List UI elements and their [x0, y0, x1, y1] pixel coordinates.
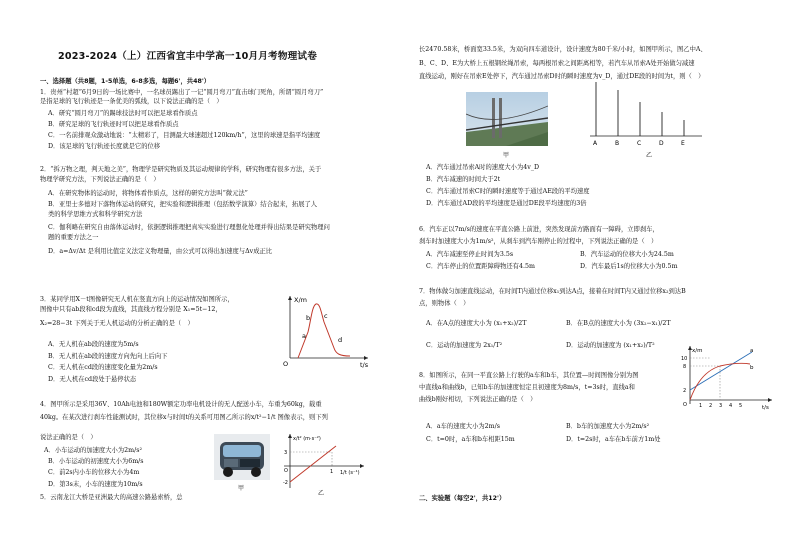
section-experiment-header: 二、实验题（每空2'，共12'） — [419, 495, 506, 502]
q4-line — [290, 446, 336, 482]
q8-option-b: B．b车的加速度大小为2m/s² — [566, 423, 650, 430]
q5-label-e: E — [681, 140, 685, 147]
q6-option-c: C．汽车停止的位置距障碍物还有4.5m — [426, 263, 535, 270]
q4-xtick: 1 — [330, 469, 334, 475]
q4-vehicle-photo — [214, 434, 270, 480]
q6-line-1: 6．汽车正以7m/s的速度在平直公路上前进，突然发现前方路面有一障碍，立即刹车， — [419, 226, 659, 233]
q7-line-1: 7．物体做匀加速直线运动，在时间T内通过位移x₁到达A点，接着在时间T内又通过位移x₂到达B — [419, 288, 686, 295]
q8-xtick-5: 5 — [739, 403, 743, 409]
q1-line-1: 1．贵州“村超”6月9日的一场比赛中，一名球员踢出了一记“圆月弯刀”直击球门死角，所谓“圆月弯刀” — [40, 89, 324, 96]
q4-xlabel: 1/t (s⁻¹) — [340, 470, 360, 476]
q8-line-2: 中直线a和曲线b，已知b车的加速度恒定且初速度为8m/s，t=3s时，直线a和 — [419, 384, 635, 391]
q4-negtick: -2 — [283, 480, 288, 486]
q4-option-d: D．第3s末，小车的速度为10m/s — [48, 481, 143, 488]
q8-option-d: D．t=2s时，a车在b车前方1m处 — [566, 436, 661, 443]
q3-point-d: d — [338, 336, 343, 344]
q6-option-a: A．汽车减速至停止时间为3.5s — [426, 251, 514, 258]
q3-option-a: A．无人机在ab段的速度为5m/s — [48, 341, 139, 348]
q8-xtick-4: 4 — [729, 403, 733, 409]
q1-option-c: C．一名前排观众激动地说：“太精彩了，目测最大球速超过120km/h”，这里的球速是指平均速度 — [48, 132, 321, 139]
q5-label-a: A — [593, 140, 598, 147]
q8-ytick-8: 8 — [683, 364, 687, 370]
q3-ylabel: X/m — [294, 296, 307, 304]
q8-ytick-2: 2 — [683, 388, 687, 394]
q8-origin: O — [683, 402, 687, 408]
q4-option-a: A．小车运动的加速度大小为2m/s² — [44, 447, 142, 454]
q2-option-c-cont: 题的重要方法之一 — [48, 234, 99, 241]
q4-option-c: C．前2s内小车的位移大小为4m — [48, 469, 140, 476]
section-choice-header: 一、选择题（共8题，1-5单选，6-8多选，每题6'，共48'） — [40, 78, 211, 85]
page-title: 2023-2024（上）江西省宜丰中学高一10月月考物理试卷 — [58, 51, 318, 62]
q8-xtick-3: 3 — [719, 403, 723, 409]
q4-line-2: 40kg。在某次进行刹车性能测试时，其位移x与时间t的关系可用图乙所示的x/t²−1/t 图像表示，则下列 — [40, 414, 328, 421]
q5-fig-label-jia: 甲 — [503, 152, 510, 159]
q3-line-1: 3．某同学用X－t图像研究无人机在竖直方向上的运动情况如图所示， — [40, 296, 234, 303]
q5-option-d: D．汽车通过AD段的平均速度是通过DE段平均速度的3倍 — [426, 200, 587, 207]
q8-line-3: 曲线b刚好相切，下列说法正确的是（ ） — [419, 396, 537, 403]
q5-label-c: C — [637, 140, 642, 147]
q3-option-d: D．无人机在cd段处于悬停状态 — [48, 376, 137, 383]
q7-option-a: A．在A点的速度大小为 (x₁+x₂)/2T — [426, 320, 527, 327]
q3-line-2: 图像中只有ab段和cd段为直线，其直线方程分别是 X₁=5t−12， — [40, 306, 222, 313]
q3-option-b: B．无人机在ab段的速度方向先向上后向下 — [48, 353, 168, 360]
q7-option-d: D．运动的加速度为 (x₁+x₂)/T² — [566, 342, 655, 349]
q1-option-a: A．研究“圆月弯刀”的踢球技法时可以把足球看作质点 — [48, 110, 198, 117]
q2-option-b-cont: 类的科学思维方式和科学研究方法 — [48, 211, 143, 218]
q8-ylabel: x/m — [692, 348, 703, 354]
q7-option-c: C．运动的加速度为 2x₁/T² — [426, 342, 503, 349]
q3-point-b: b — [306, 314, 311, 322]
q5-line-start: 5．云南龙江大桥是亚洲最大的高速公路悬索桥，总 — [40, 494, 183, 501]
q4-line-1: 4．图甲所示是采用36V、10Ah电池和180W额定功率电机设计的无人配送小车，车重为60kg，载重 — [40, 401, 322, 408]
q4-origin: O — [284, 468, 288, 474]
q8-label-a: a — [750, 348, 754, 354]
q3-point-c: c — [324, 312, 328, 320]
q1-option-d: D．该足球的飞行轨迹长度就是它的位移 — [48, 143, 161, 150]
q6-option-b: B．汽车运动的位移大小为24.5m — [580, 251, 674, 258]
q3-point-a: a — [302, 332, 306, 340]
q8-option-c: C．t=0时，a车和b车相距15m — [426, 436, 515, 443]
q1-line-2: 是指足球的飞行轨迹是一条优美的弧线，以下说法正确的是（ ） — [40, 98, 223, 105]
q3-xlabel: t/s — [360, 361, 369, 369]
q5-option-c: C．汽车通过吊索C时的瞬时速度等于通过AE段的平均速度 — [426, 188, 590, 195]
q4-graph — [278, 432, 368, 492]
q8-xtick-2: 2 — [709, 403, 713, 409]
q5-label-d: D — [659, 140, 664, 147]
q3-xt-graph — [280, 292, 372, 370]
q4-ytick: 3 — [284, 450, 288, 456]
q8-label-b: b — [750, 365, 754, 371]
q2-option-c: C．伽利略在研究自由落体运动时，依据逻辑推理把真实实验进行理想化处理并得出结果是研究物理问 — [48, 224, 330, 231]
q1-option-b: B．研究足球的飞行轨迹时可以把足球看作质点 — [48, 121, 179, 128]
q8-ytick-10: 10 — [681, 356, 688, 362]
q3-option-c: C．无人机在cd段的速度变化量为2m/s — [48, 364, 158, 371]
q6-line-2: 刹车时加速度大小为1m/s²，从刹车到汽车刚停止的过程中，下列说法正确的是（ ） — [419, 238, 658, 245]
q3-line-3: X₂=28−3t 下列关于无人机运动的分析正确的是（ ） — [40, 320, 194, 327]
q2-line-1: 2．“拆万物之理，判天地之美”，物理学是研究物质及其运动规律的学科，研究物理有很多方法，关于 — [40, 166, 322, 173]
q4-fig-label-jia: 甲 — [238, 485, 245, 492]
q5-line-1: 长2470.58米，桥面宽33.5米，为双向四车道设计，设计速度为80千米/小时，如图甲所示，图乙中A、 — [419, 46, 707, 53]
q5-line-2: B、C、D、E为大桥上五根钢丝绳吊索，每两根吊索之间距离相等，若汽车从吊索A处开始做匀减速 — [419, 60, 695, 67]
q4-ylabel: x/t² (m·s⁻²) — [293, 436, 321, 442]
q4-option-b: B．小车运动的初速度大小为6m/s — [48, 458, 144, 465]
q7-option-b: B．在B点的速度大小为 (3x₂−x₁)/2T — [566, 320, 671, 327]
q5-option-b: B．汽车减速的时间大于2t — [426, 176, 501, 183]
q2-option-b: B．亚里士多德对下落物体运动的研究，把实验和逻辑推理（包括数学演算）结合起来，拓展了人 — [48, 201, 318, 208]
q5-fig-label-yi: 乙 — [646, 152, 653, 159]
q2-option-d: D．a=Δv/Δt 是利用比值定义法定义物理量，由公式可以得出加速度与Δv成正比 — [48, 248, 273, 255]
q5-bridge-photo — [466, 92, 548, 146]
q8-line-1: 8．如图所示，在同一平直公路上行驶的a车和b车，其位置—时间图像分别为图 — [419, 372, 639, 379]
q2-line-2: 物理学研究方法，下列说法正确的是（ ） — [40, 176, 160, 183]
q7-line-2: 点，则物体（ ） — [419, 300, 470, 307]
q5-label-b: B — [615, 140, 620, 147]
q5-line-3: 直线运动，刚好在吊索E处停下，汽车通过吊索D时的瞬时速度为v_D，通过DE段的时间为t，则（ ） — [419, 73, 705, 80]
q8-xtick-1: 1 — [699, 403, 703, 409]
q4-fig-label-yi: 乙 — [318, 490, 325, 497]
q3-origin: O — [283, 360, 289, 368]
q2-option-a: A．在研究物体的运动时，将物体看作质点，这样的研究方法叫“微元法” — [48, 190, 248, 197]
q8-option-a: A．a车的速度大小为2m/s — [426, 423, 501, 430]
q6-option-d: D．汽车最后1s的位移大小为0.5m — [580, 263, 678, 270]
q4-line-3: 说法正确的是（ ） — [40, 434, 97, 441]
q8-xt-graph — [680, 342, 776, 412]
q5-option-a: A．汽车通过吊索A时的速度大小为4v_D — [426, 164, 540, 171]
q5-cables-diagram — [586, 80, 706, 150]
q8-xlabel: t/s — [762, 405, 769, 411]
